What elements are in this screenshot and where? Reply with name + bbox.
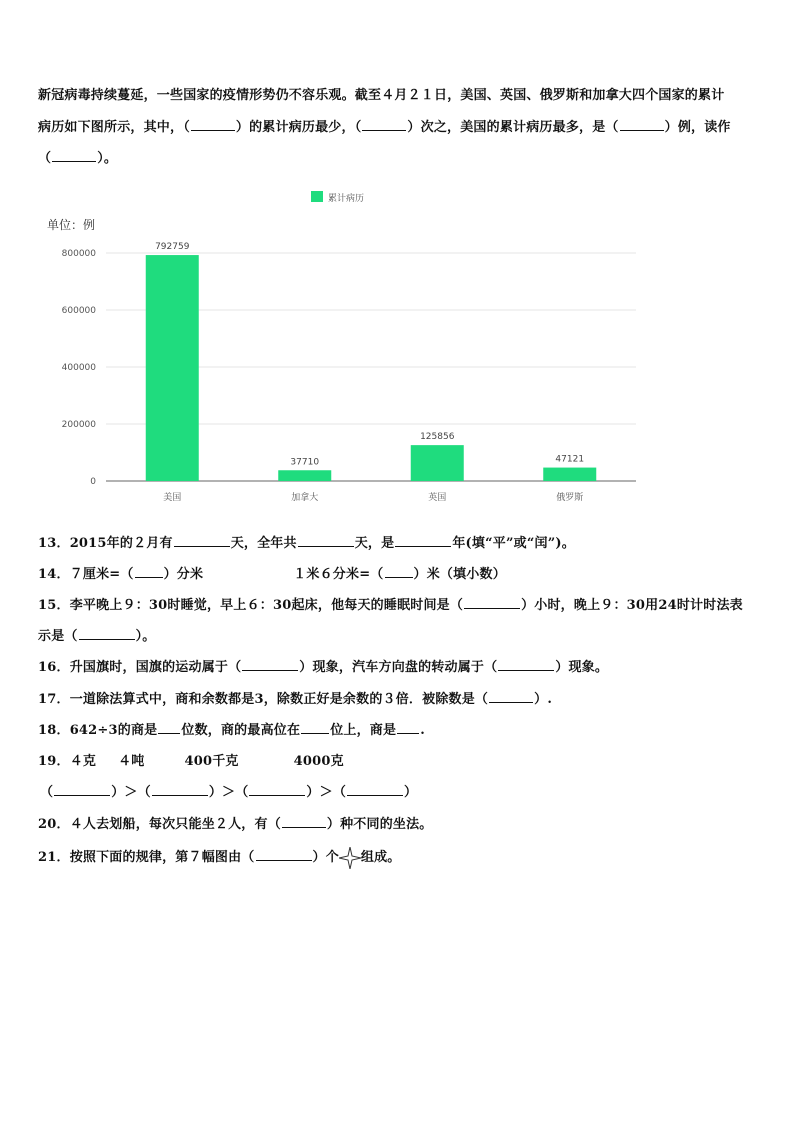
q18-text-b: 位数，商的最高位在 xyxy=(181,723,301,738)
y-tick-label: 800000 xyxy=(61,249,96,259)
x-tick-label: 英国 xyxy=(428,493,447,503)
answer-blank[interactable] xyxy=(298,533,354,547)
q19-item-d: 4000克 xyxy=(293,754,344,769)
legend-label: 累计病历 xyxy=(328,194,365,204)
question-16 xyxy=(38,656,608,675)
question-21 xyxy=(38,846,401,869)
question-15-line-1 xyxy=(38,594,743,613)
question-19-line-2 xyxy=(40,781,417,800)
bar xyxy=(411,445,464,481)
q15-text-b: ）小时，晚上９：30用24时计时法表 xyxy=(521,598,743,613)
bar xyxy=(543,468,596,481)
y-tick-label: 400000 xyxy=(61,363,96,373)
answer-blank[interactable] xyxy=(301,720,329,734)
paren-left: （ xyxy=(235,785,249,800)
gt-sign: ＞ xyxy=(222,785,236,800)
q16-text-a: 16．升国旗时，国旗的运动属于（ xyxy=(38,660,242,675)
question-15-line-2 xyxy=(38,625,156,644)
four-point-star-icon xyxy=(339,847,361,869)
gt-sign: ＞ xyxy=(124,785,138,800)
unit-label: 单位：例 xyxy=(47,218,96,232)
answer-blank[interactable] xyxy=(464,595,520,609)
q17-text-b: ）. xyxy=(534,692,553,707)
paren-left: （ xyxy=(332,785,347,800)
q21-text-c: 组成。 xyxy=(360,850,401,865)
answer-blank[interactable] xyxy=(79,626,135,640)
q16-text-b: ）现象，汽车方向盘的转动属于（ xyxy=(299,660,498,675)
answer-blank[interactable] xyxy=(54,782,110,796)
paren-left: （ xyxy=(137,785,151,800)
answer-blank[interactable] xyxy=(362,117,406,131)
y-tick-label: 0 xyxy=(90,477,96,487)
q17-text-a: 17．一道除法算式中，商和余数都是3，除数正好是余数的３倍．被除数是（ xyxy=(38,692,489,707)
x-tick-label: 俄罗斯 xyxy=(556,493,584,503)
question-19-line-1 xyxy=(38,750,344,769)
question-14 xyxy=(38,563,506,582)
answer-blank[interactable] xyxy=(385,564,413,578)
gt-sign: ＞ xyxy=(319,785,333,800)
answer-blank[interactable] xyxy=(242,657,298,671)
q18-text-d: . xyxy=(420,723,425,738)
q14-text-d: ）米（填小数） xyxy=(413,567,506,582)
q13-text-a: 13．2015年的２月有 xyxy=(38,536,173,551)
q19-item-a: 19．４克 xyxy=(38,754,97,769)
question-17 xyxy=(38,688,552,707)
bar xyxy=(278,470,331,481)
q20-text-a: 20．４人去划船，每次只能坐２人，有（ xyxy=(38,817,281,832)
answer-blank[interactable] xyxy=(489,689,533,703)
bar-chart xyxy=(40,180,650,510)
q21-text-a: 21．按照下面的规律，第７幅图由（ xyxy=(38,850,255,865)
bar xyxy=(146,255,199,481)
answer-blank[interactable] xyxy=(152,782,208,796)
q19-item-b: ４吨 xyxy=(118,754,145,769)
q18-text-a: 18．642÷3的商是 xyxy=(38,723,158,738)
y-tick-label: 200000 xyxy=(61,420,96,430)
q13-text-d: 年(填“平”或“闰”)。 xyxy=(452,536,575,551)
data-label: 792759 xyxy=(155,242,190,253)
paren-right: ） xyxy=(111,785,125,800)
intro-text-3b: ）。 xyxy=(97,151,118,166)
intro-text-2d: ）例，读作 xyxy=(664,120,731,135)
answer-blank[interactable] xyxy=(347,782,403,796)
q14-text-a: 14．７厘米=（ xyxy=(38,567,134,582)
answer-blank[interactable] xyxy=(620,117,664,131)
y-tick-label: 600000 xyxy=(61,306,96,316)
paren-right: ） xyxy=(404,785,418,800)
answer-blank[interactable] xyxy=(191,117,235,131)
data-label: 125856 xyxy=(420,432,455,443)
q21-text-b: ）个 xyxy=(312,850,339,865)
q14-text-b: ）分米 xyxy=(163,567,204,582)
question-13 xyxy=(38,532,575,551)
answer-blank[interactable] xyxy=(395,533,451,547)
intro-text-3a: （ xyxy=(38,151,52,166)
q18-text-c: 位上，商是 xyxy=(330,723,397,738)
answer-blank[interactable] xyxy=(174,533,230,547)
q14-text-c: １米６分米=（ xyxy=(293,567,384,582)
q15-text-a: 15．李平晚上９：30时睡觉，早上６：30起床，他每天的睡眠时间是（ xyxy=(38,598,464,613)
q13-text-c: 天，是 xyxy=(354,536,395,551)
answer-blank[interactable] xyxy=(282,814,326,828)
paren-right: ） xyxy=(306,785,320,800)
q19-item-c: 400千克 xyxy=(184,754,239,769)
x-tick-label: 美国 xyxy=(163,493,182,503)
paren-left: （ xyxy=(40,785,54,800)
answer-blank[interactable] xyxy=(135,564,163,578)
q15-text-c: 示是（ xyxy=(38,629,78,644)
paren-right: ） xyxy=(208,785,223,800)
intro-text-2c: ）次之，美国的累计病历最多，是（ xyxy=(407,120,619,135)
answer-blank[interactable] xyxy=(397,720,419,734)
q16-text-c: ）现象。 xyxy=(555,660,609,675)
answer-blank[interactable] xyxy=(52,148,96,162)
data-label: 47121 xyxy=(555,454,585,465)
intro-text-2b: ）的累计病历最少，（ xyxy=(235,120,362,135)
intro-line-3 xyxy=(38,147,117,166)
intro-line-2 xyxy=(38,116,731,135)
answer-blank[interactable] xyxy=(158,720,180,734)
answer-blank[interactable] xyxy=(256,847,312,861)
intro-text-1: 新冠病毒持续蔓延，一些国家的疫情形势仍不容乐观。截至４月２１日，美国、英国、俄罗斯和加拿大四个国家的累计 xyxy=(38,88,725,103)
question-20 xyxy=(38,813,433,832)
answer-blank[interactable] xyxy=(498,657,554,671)
q20-text-b: ）种不同的坐法。 xyxy=(326,817,433,832)
intro-text-2a: 病历如下图所示，其中，（ xyxy=(38,120,190,135)
question-18 xyxy=(38,719,425,738)
answer-blank[interactable] xyxy=(249,782,305,796)
x-tick-label: 加拿大 xyxy=(291,493,319,503)
q13-text-b: 天，全年共 xyxy=(230,536,297,551)
legend-swatch xyxy=(311,191,323,202)
q15-text-d: ）。 xyxy=(135,629,156,644)
data-label: 37710 xyxy=(290,457,320,468)
intro-line-1 xyxy=(38,84,724,103)
